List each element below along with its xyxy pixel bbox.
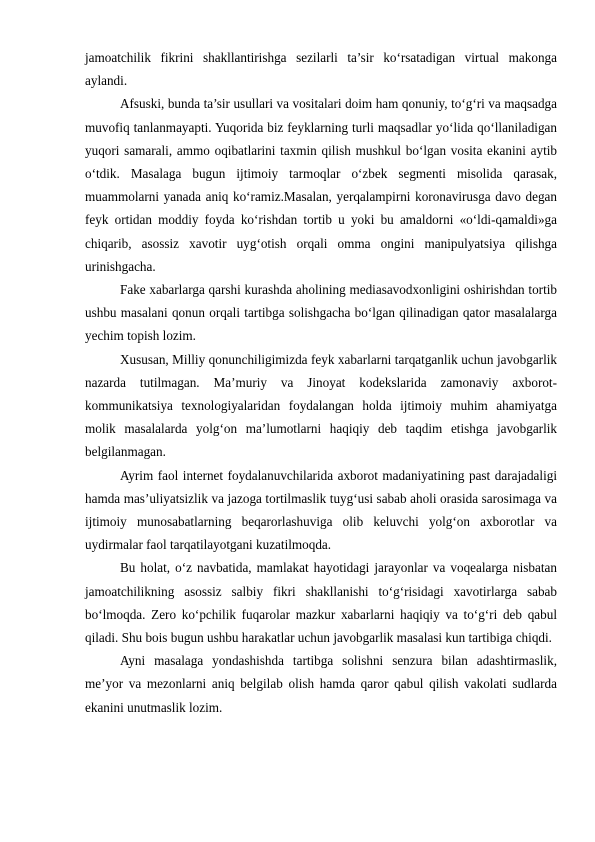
paragraph: Ayrim faol internet foydalanuvchilarida axborot madaniyatining past darajadaligi hamda mas’uliyatsizlik va jazoga tortilmaslik tuyg‘usi sabab aholi orasida sarosimaga va ijtimoiy munosabatlarning beqarorlashuviga olib keluvchi yolg‘on axborotlar va uydirmalar faol tarqatilayotgani kuzatilmoqda. (85, 467, 557, 553)
paragraph: Bu holat, o‘z navbatida, mamlakat hayotidagi jarayonlar va voqealarga nisbatan jamoatchilikning asossiz salbiy fikri shakllanishi to‘g‘risidagi xavotirlarga sabab bo‘lmoqda. Zero ko‘pchilik fuqarolar mazkur xabarlarni haqiqiy va to‘g‘ri deb qabul qiladi. Shu bois bugun ushbu harakatlar uchun javobgarlik masalasi kun tartibiga chiqdi. (85, 560, 557, 646)
paragraph-continued: jamoatchilik fikrini shakllantirishga sezilarli ta’sir ko‘rsatadigan virtual makonga aylandi. (85, 50, 557, 89)
paragraph: Xususan, Milliy qonunchiligimizda feyk xabarlarni tarqatganlik uchun javobgarlik nazarda tutilmagan. Ma’muriy va Jinoyat kodekslarida zamonaviy axborot-kommunikatsiya texnologiyalaridan foydalangan holda ijtimoiy muhim ahamiyatga molik masalalarda yolg‘on ma’lumotlarni haqiqiy deb taqdim etishga javobgarlik belgilanmagan. (85, 351, 557, 460)
paragraph: Fake xabarlarga qarshi kurashda aholining mediasavodxonligini oshirishdan tortib ushbu masalani qonun orqali tartibga solishgacha bo‘lgan qilinadigan qator masalalarga yechim topish lozim. (85, 282, 557, 344)
paragraph: Ayni masalaga yondashishda tartibga solishni senzura bilan adashtirmaslik, me’yor va mezonlarni aniq belgilab olish hamda qaror qabul qilish vakolati sudlarda ekanini unutmaslik lozim. (85, 653, 557, 715)
paragraph: Afsuski, bunda ta’sir usullari va vositalari doim ham qonuniy, to‘g‘ri va maqsadga muvofiq tanlanmayapti. Yuqorida biz feyklarning turli maqsadlar yo‘lida qo‘llaniladigan yuqori samarali, ammo oqibatlarini taxmin qilish mushkul bo‘lgan vosita ekanini aytib o‘tdik. Masalaga bugun ijtimoiy tarmoqlar o‘zbek segmenti misolida qarasak, muammolarni yanada aniq ko‘ramiz.Masalan, yerqalampirni koronavirusga davo degan feyk ortidan moddiy foyda ko‘rishdan tortib u yoki bu amaldorni «o‘ldi-qamaldi»ga chiqarib, asossiz xavotir uyg‘otish orqali omma ongini manipulyatsiya qilishga urinishgacha. (85, 96, 557, 274)
document-page (85, 46, 557, 719)
